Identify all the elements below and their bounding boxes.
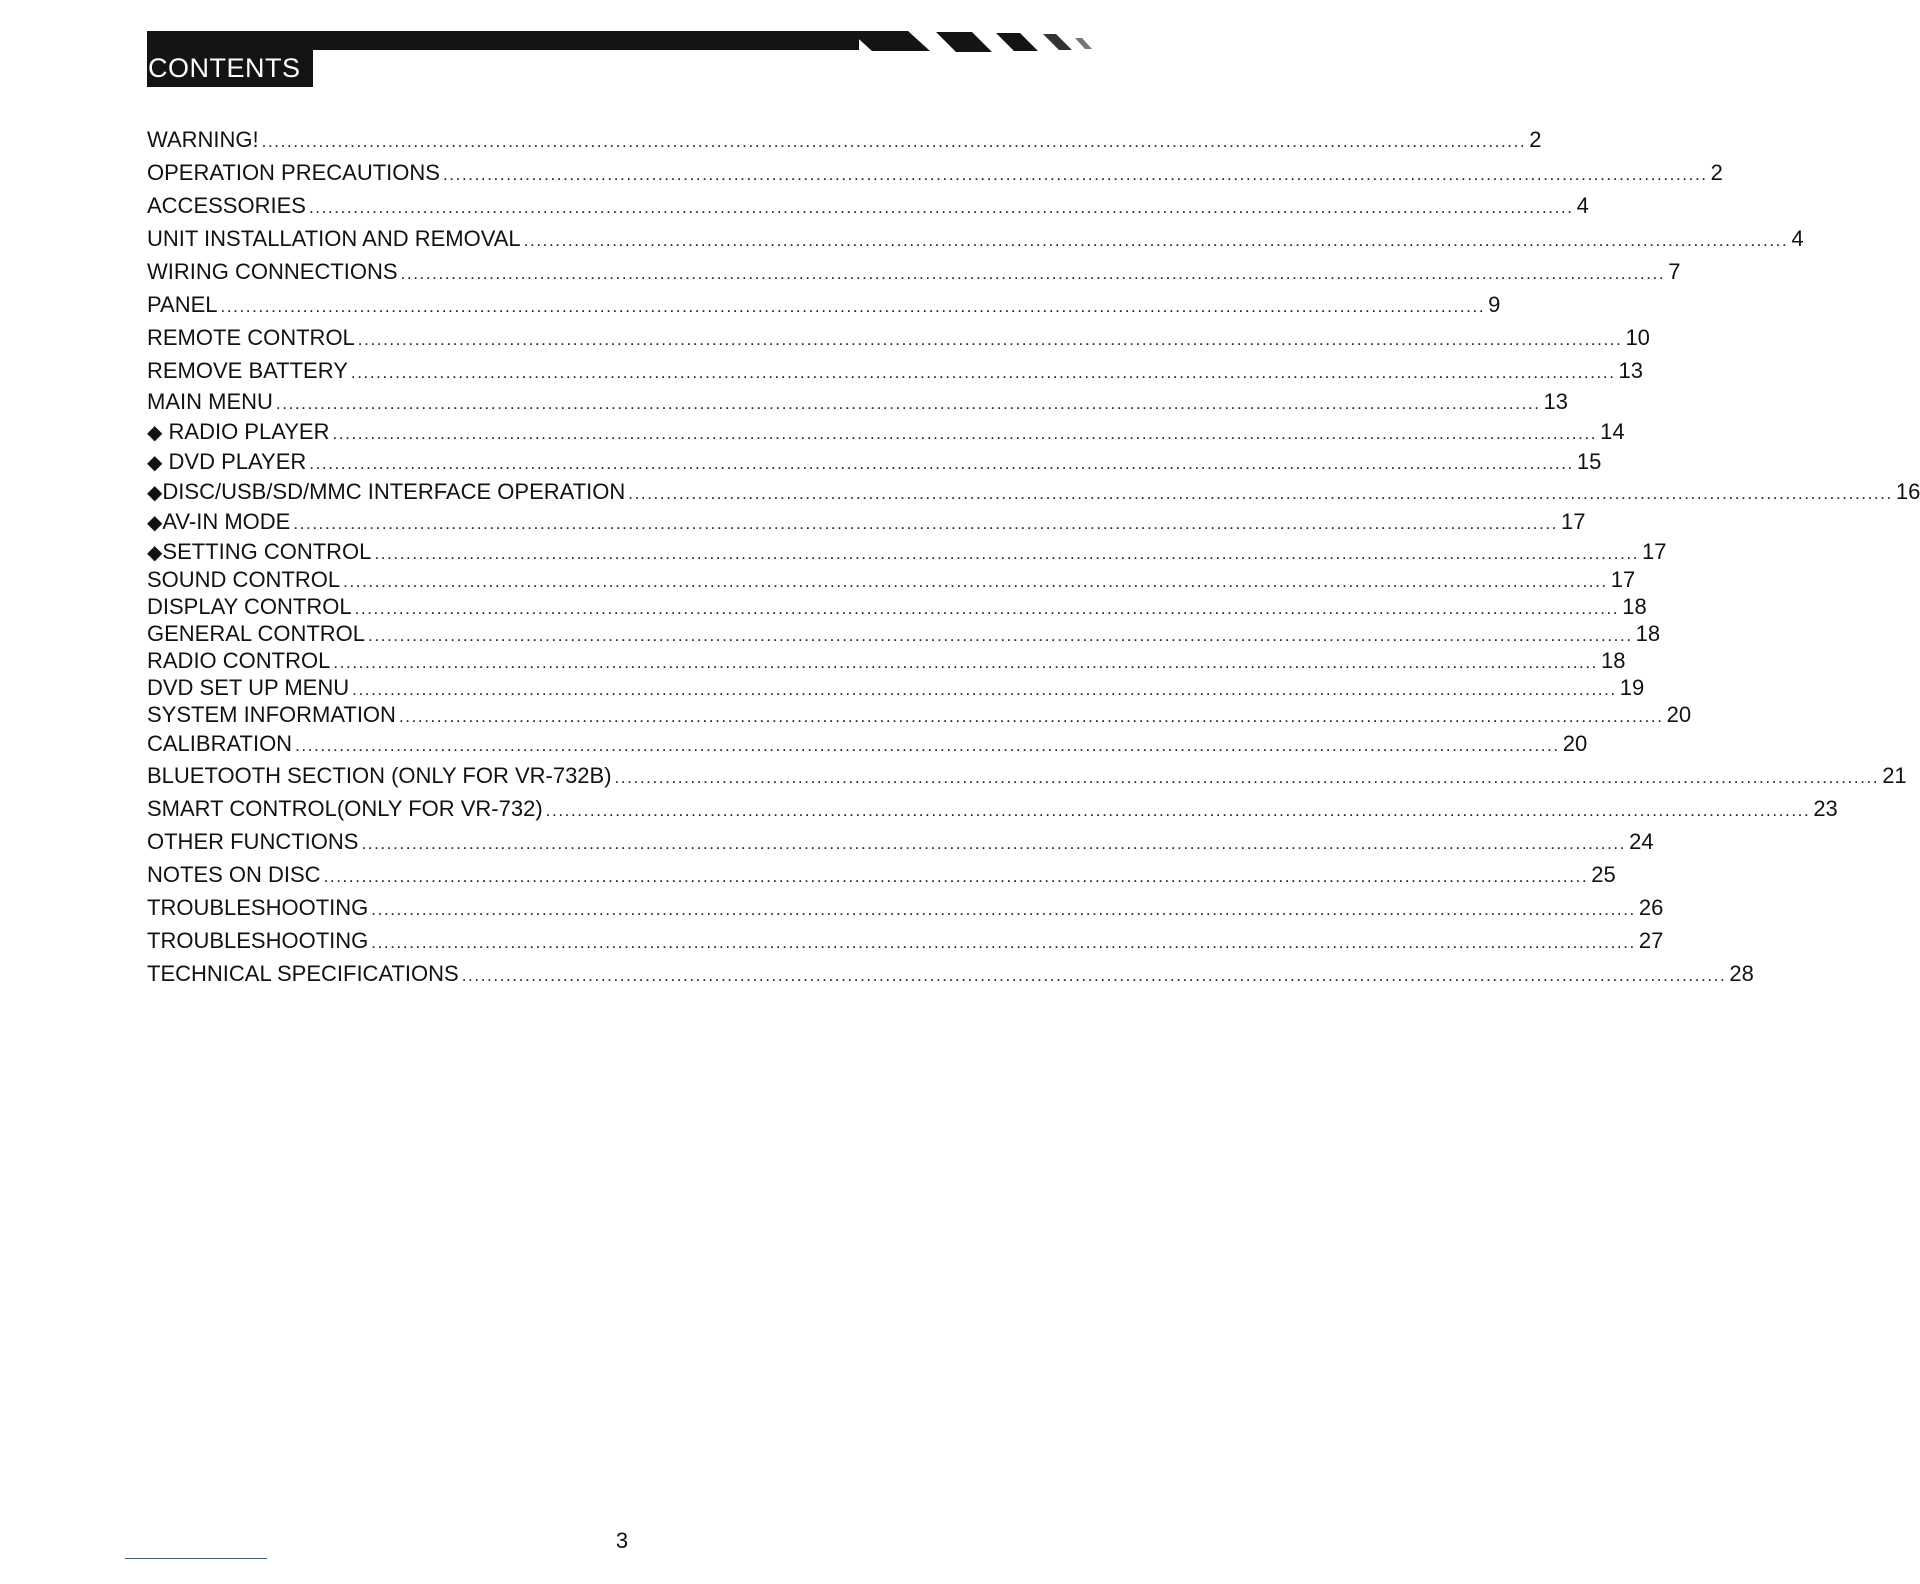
dot-leader: ........................................................................................................................................................................................................ <box>309 454 1574 473</box>
toc-entry-text: PANEL <box>147 292 218 317</box>
toc-entry-text: DVD PLAYER <box>162 449 307 474</box>
dot-leader: ........................................................................................................................................................................................................ <box>361 834 1627 853</box>
toc-entry-text: DVD SET UP MENU <box>147 675 350 700</box>
diamond-bullet-icon: ◆ <box>147 542 163 564</box>
toc-entry <box>147 387 1569 417</box>
dot-leader: ........................................................................................................................................................................................................ <box>374 544 1640 563</box>
toc-entry-page: 27 <box>1638 928 1664 953</box>
dot-leader: ........................................................................................................................................................................................................ <box>628 484 1893 503</box>
dot-leader: ........................................................................................................................................................................................................ <box>352 680 1617 699</box>
toc-entry-text: SOUND CONTROL <box>147 567 341 592</box>
toc-entry-label <box>147 593 352 620</box>
toc-entry-label <box>147 537 371 568</box>
toc-entry-label <box>147 321 355 354</box>
toc-entry-text: REMOVE BATTERY <box>147 358 348 383</box>
toc-entry <box>147 255 1681 288</box>
toc-entry-page: 15 <box>1576 449 1602 474</box>
toc-entry-page: 20 <box>1562 731 1588 756</box>
toc-entry-page: 21 <box>1882 763 1907 788</box>
toc-entry-page: 7 <box>1668 259 1681 284</box>
dot-leader: ........................................................................................................................................................................................................ <box>398 707 1664 726</box>
toc-entry <box>147 647 1626 674</box>
dot-leader: ........................................................................................................................................................................................................ <box>261 132 1527 151</box>
toc-entry <box>147 701 1692 728</box>
dot-leader: ........................................................................................................................................................................................................ <box>368 626 1633 645</box>
toc-entry-text: WIRING CONNECTIONS <box>147 259 398 284</box>
toc-entry-text: ACCESSORIES <box>147 193 306 218</box>
toc-entry-page: 19 <box>1619 675 1645 700</box>
toc-entry-label <box>147 792 543 825</box>
dot-leader: ........................................................................................................................................................................................................ <box>332 424 1598 443</box>
dot-leader: ........................................................................................................................................................................................................ <box>350 363 1616 382</box>
toc-entry <box>147 417 1625 447</box>
diamond-bullet-icon: ◆ <box>147 512 163 534</box>
toc-entry-page: 14 <box>1600 419 1625 444</box>
dot-leader: ........................................................................................................................................................................................................ <box>220 297 1486 316</box>
toc-entry-label <box>147 477 625 508</box>
toc-entry <box>147 321 1650 354</box>
toc-entry <box>147 507 1586 537</box>
toc-entry <box>147 566 1636 593</box>
toc-entry-page: 18 <box>1601 648 1626 673</box>
toc-entry-text: RADIO CONTROL <box>147 648 331 673</box>
toc-entry-page: 24 <box>1629 829 1654 854</box>
toc-entry-label <box>147 924 368 957</box>
toc-entry <box>147 825 1654 858</box>
toc-entry-text: OTHER FUNCTIONS <box>147 829 359 854</box>
dot-leader: ........................................................................................................................................................................................................ <box>323 867 1589 886</box>
toc-entry-label <box>147 825 358 858</box>
toc-entry-text: MAIN MENU <box>147 389 273 414</box>
dot-leader: ........................................................................................................................................................................................................ <box>442 165 1708 184</box>
toc-entry-label <box>147 255 398 288</box>
toc-entry-page: 18 <box>1622 594 1647 619</box>
toc-entry-label <box>147 124 259 156</box>
toc-entry <box>147 728 1588 759</box>
toc-entry-text: DISPLAY CONTROL <box>147 594 352 619</box>
toc-entry-label <box>147 387 273 417</box>
toc-entry <box>147 858 1616 891</box>
dot-leader: ........................................................................................................................................................................................................ <box>545 801 1811 820</box>
toc-entry-label <box>147 354 348 387</box>
dot-leader: ........................................................................................................................................................................................................ <box>523 231 1789 250</box>
toc-entry-text: SYSTEM INFORMATION <box>147 702 396 727</box>
toc-entry-text: CALIBRATION <box>147 731 293 756</box>
toc-entry <box>147 674 1645 701</box>
toc-entry <box>147 354 1644 387</box>
toc-entry-page: 23 <box>1813 796 1838 821</box>
toc-entry-page: 20 <box>1666 702 1692 727</box>
toc-entry-label <box>147 891 368 924</box>
diamond-bullet-icon: ◆ <box>147 482 163 504</box>
toc-entry-label <box>147 189 306 222</box>
toc-entry <box>147 124 1542 156</box>
toc-entry-page: 17 <box>1560 509 1586 534</box>
dot-leader: ........................................................................................................................................................................................................ <box>354 599 1620 618</box>
toc-entry <box>147 957 1754 990</box>
decorative-stripes-icon <box>850 24 1100 64</box>
diamond-bullet-icon: ◆ <box>147 422 163 444</box>
toc-entry <box>147 156 1723 189</box>
toc-entry-text: REMOTE CONTROL <box>147 325 355 350</box>
toc-entry-text: NOTES ON DISC <box>147 862 321 887</box>
toc-entry <box>147 759 1907 792</box>
toc-entry-label <box>147 858 321 891</box>
toc-entry-text: AV-IN MODE <box>162 509 291 534</box>
toc-entry <box>147 222 1804 255</box>
toc-entry-text: WARNING! <box>147 127 259 152</box>
dot-leader: ........................................................................................................................................................................................................ <box>275 394 1541 413</box>
toc-entry-page: 13 <box>1618 358 1644 383</box>
toc-entry-text: RADIO PLAYER <box>162 419 330 444</box>
toc-entry-label <box>147 957 459 990</box>
dot-leader: ........................................................................................................................................................................................................ <box>333 653 1598 672</box>
toc-entry-page: 17 <box>1610 567 1636 592</box>
dot-leader: ........................................................................................................................................................................................................ <box>371 933 1636 952</box>
toc-entry-text: TROUBLESHOOTING <box>147 928 369 953</box>
toc-entry <box>147 189 1589 222</box>
toc-entry-label <box>147 728 292 759</box>
page-title: CONTENTS <box>147 50 313 87</box>
dot-leader: ........................................................................................................................................................................................................ <box>293 514 1558 533</box>
toc-entry-label <box>147 156 440 189</box>
toc-entry-text: DISC/USB/SD/MMC INTERFACE OPERATION <box>162 479 626 504</box>
toc-entry-text: TROUBLESHOOTING <box>147 895 369 920</box>
toc-entry <box>147 792 1838 825</box>
toc-entry-text: GENERAL CONTROL <box>147 621 366 646</box>
toc-entry-page: 28 <box>1729 961 1754 986</box>
diamond-bullet-icon: ◆ <box>147 452 163 474</box>
toc-entry-page: 10 <box>1625 325 1650 350</box>
toc-entry-page: 18 <box>1635 621 1661 646</box>
toc-entry-label <box>147 647 330 674</box>
toc-entry-page: 16 <box>1895 479 1920 504</box>
toc-entry-label <box>147 701 396 728</box>
toc-entry <box>147 477 1920 507</box>
dot-leader: ........................................................................................................................................................................................................ <box>343 572 1608 591</box>
toc-entry-text: UNIT INSTALLATION AND REMOVAL <box>147 226 521 251</box>
table-of-contents <box>147 124 1920 990</box>
dot-leader: ........................................................................................................................................................................................................ <box>400 264 1666 283</box>
toc-entry-text: BLUETOOTH SECTION (ONLY FOR VR-732B) <box>147 763 612 788</box>
toc-entry-label <box>147 447 306 478</box>
toc-entry-page: 4 <box>1576 193 1589 218</box>
dot-leader: ........................................................................................................................................................................................................ <box>308 198 1574 217</box>
toc-entry-page: 9 <box>1488 292 1501 317</box>
toc-entry-label <box>147 759 612 792</box>
bottom-rule <box>125 1558 267 1559</box>
toc-entry <box>147 593 1647 620</box>
toc-entry <box>147 288 1501 321</box>
toc-entry-page: 25 <box>1591 862 1616 887</box>
toc-entry-page: 2 <box>1529 127 1542 152</box>
dot-leader: ........................................................................................................................................................................................................ <box>614 768 1880 787</box>
toc-entry-page: 26 <box>1638 895 1664 920</box>
toc-entry-page: 17 <box>1642 539 1667 564</box>
dot-leader: ........................................................................................................................................................................................................ <box>357 330 1623 349</box>
header-bar <box>147 31 859 50</box>
toc-entry-label <box>147 507 290 538</box>
toc-entry-page: 2 <box>1710 160 1723 185</box>
dot-leader: ........................................................................................................................................................................................................ <box>295 736 1560 755</box>
dot-leader: ........................................................................................................................................................................................................ <box>461 966 1727 985</box>
toc-entry-text: TECHNICAL SPECIFICATIONS <box>147 961 459 986</box>
toc-entry-text: SETTING CONTROL <box>162 539 372 564</box>
toc-entry <box>147 891 1664 924</box>
toc-entry-label <box>147 674 349 701</box>
toc-entry <box>147 537 1667 566</box>
toc-entry-page: 4 <box>1791 226 1804 251</box>
toc-entry-label <box>147 620 365 647</box>
toc-entry-text: OPERATION PRECAUTIONS <box>147 160 440 185</box>
toc-entry-label <box>147 288 218 321</box>
toc-entry-label <box>147 222 521 255</box>
toc-entry-text: SMART CONTROL(ONLY FOR VR-732) <box>147 796 543 821</box>
toc-entry-label <box>147 417 329 448</box>
toc-entry <box>147 924 1664 957</box>
toc-entry <box>147 447 1602 477</box>
dot-leader: ........................................................................................................................................................................................................ <box>371 900 1636 919</box>
toc-entry-label <box>147 566 340 593</box>
toc-entry <box>147 620 1661 647</box>
page-number: 3 <box>615 1528 629 1553</box>
toc-entry-page: 13 <box>1543 389 1569 414</box>
